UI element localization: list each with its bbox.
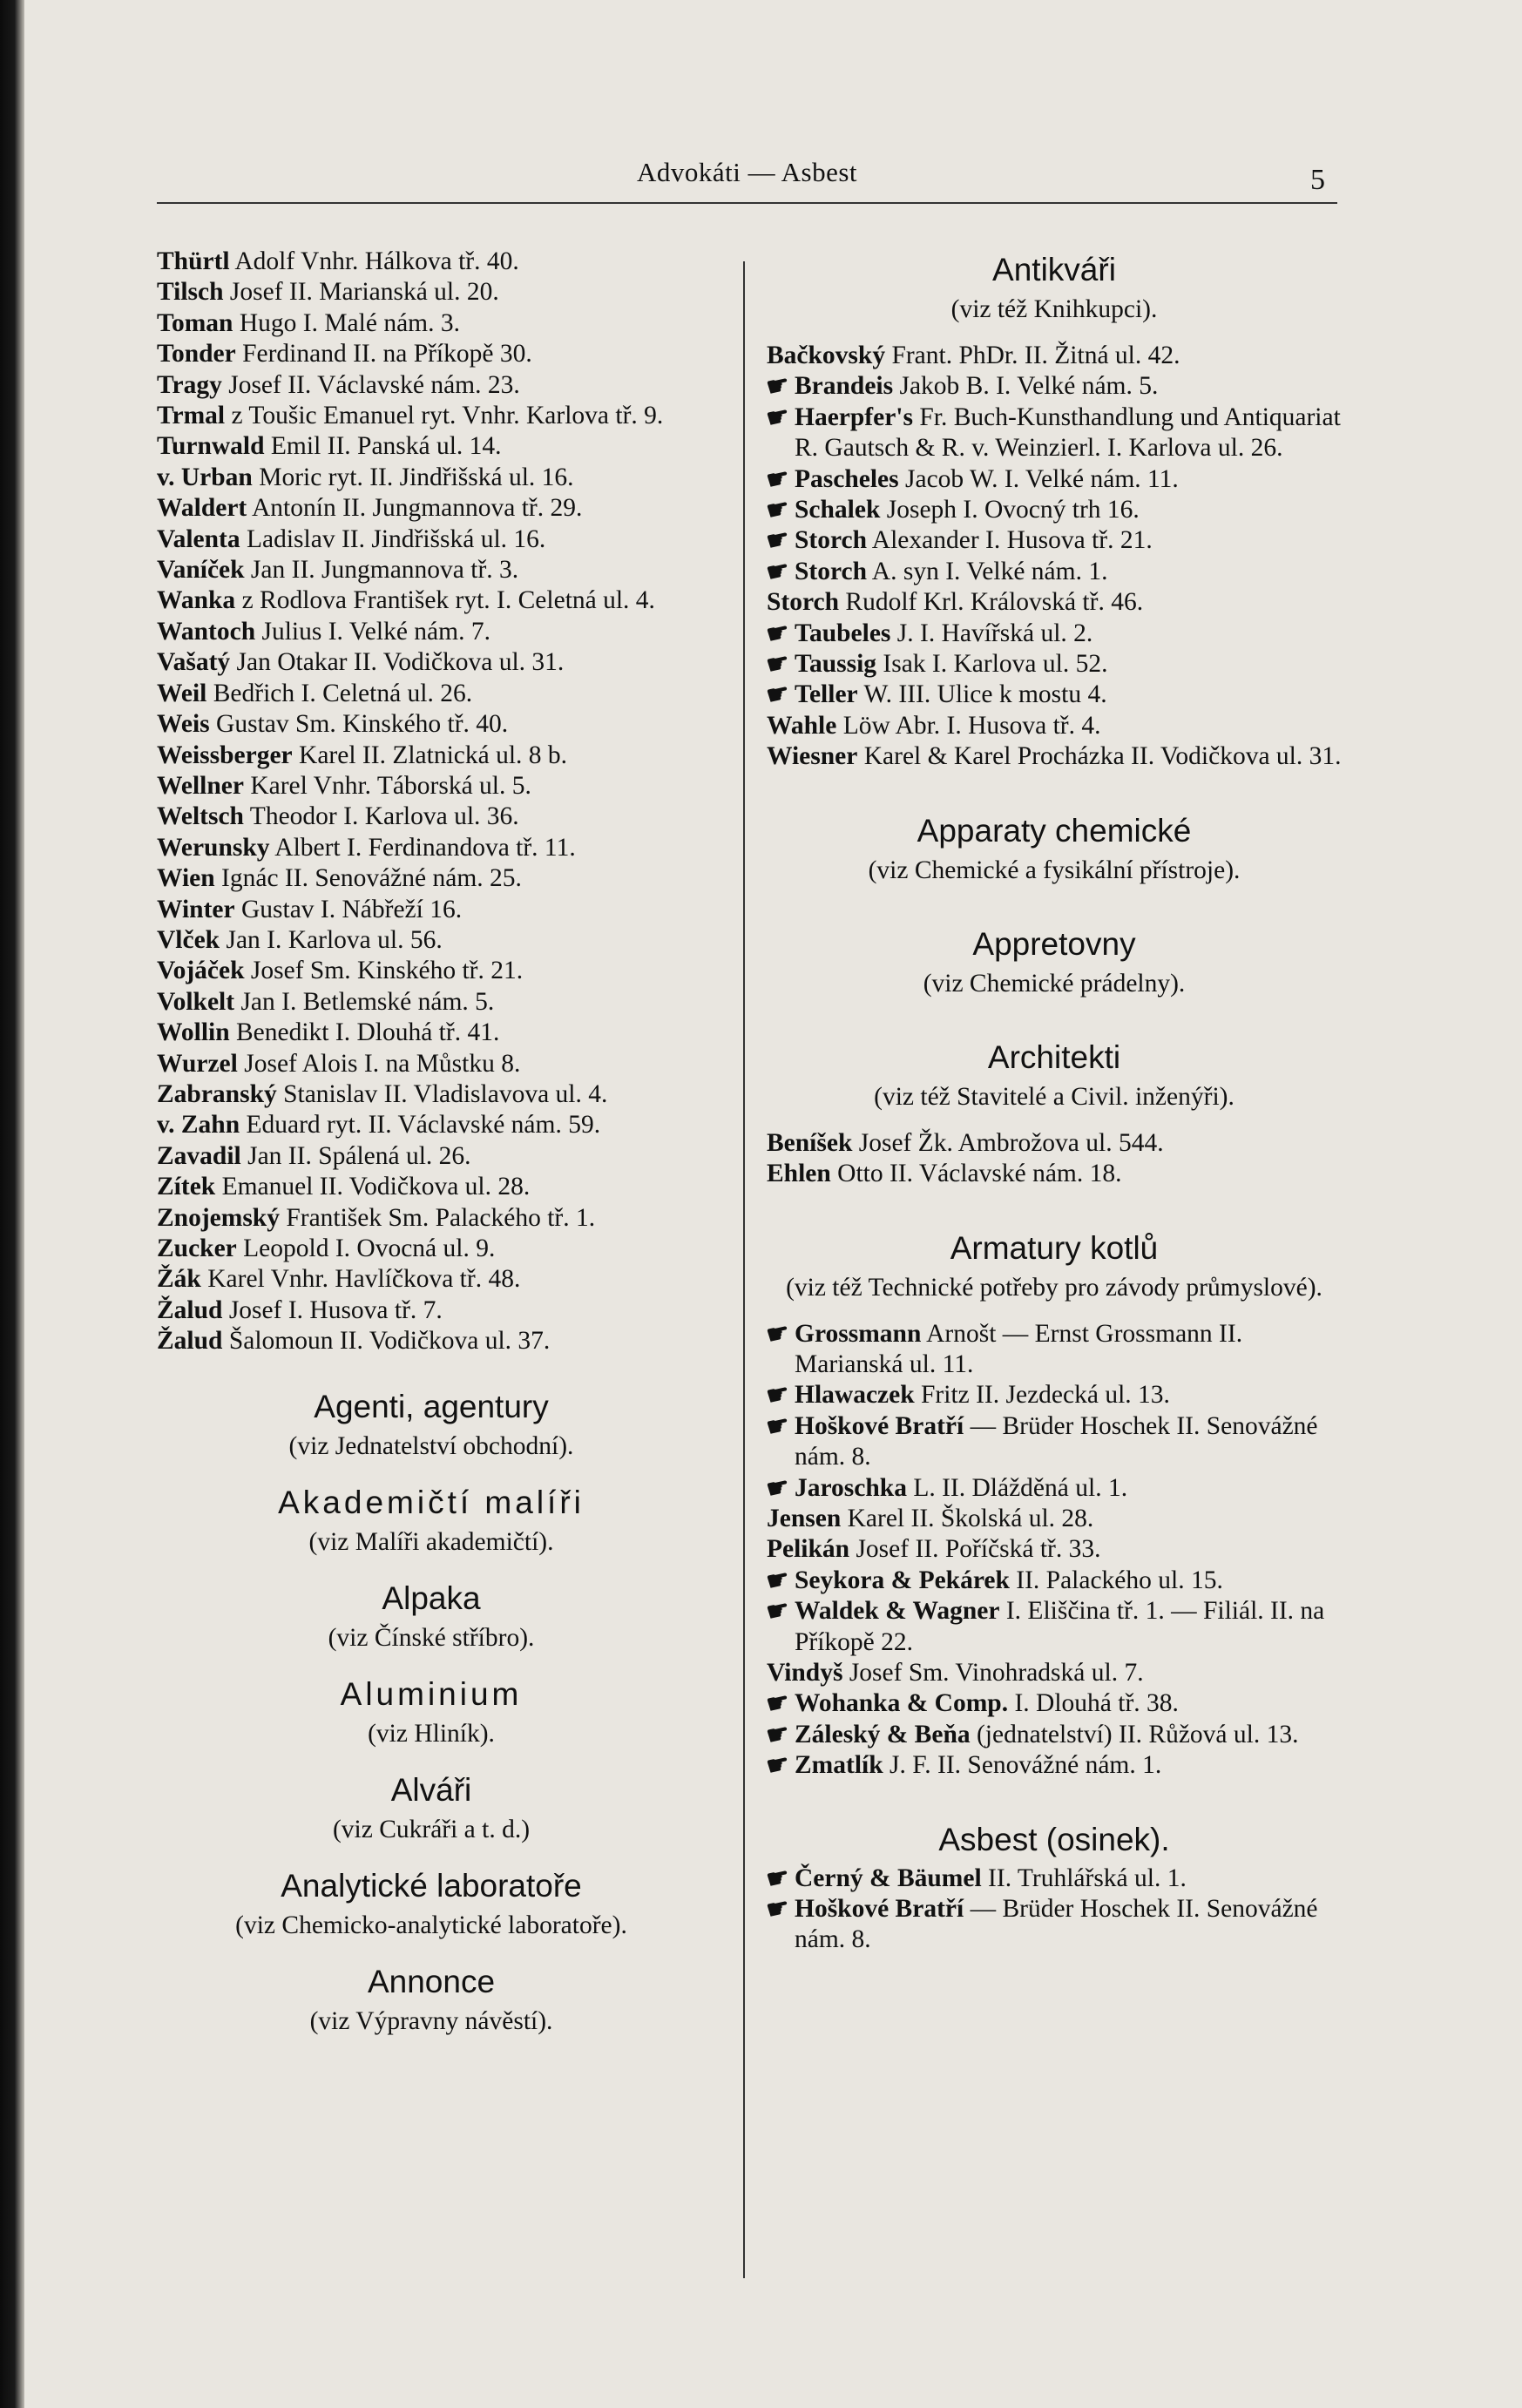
pointing-hand-icon: ☛ bbox=[763, 1688, 793, 1721]
entry-details: Jan II. Spálená ul. 26. bbox=[240, 1141, 471, 1170]
entry-name: Waldek & Wagner bbox=[795, 1597, 1000, 1626]
entry-name: Jaroschka bbox=[795, 1473, 907, 1502]
list-item bbox=[763, 679, 1342, 712]
entry-details: Eduard ryt. II. Václavské nám. 59. bbox=[240, 1111, 601, 1140]
list-item bbox=[767, 1504, 1342, 1534]
section-heading: Agenti, agentury bbox=[314, 1388, 549, 1424]
entry-name: Žalud bbox=[157, 1295, 223, 1324]
running-header: Advokáti — Asbest bbox=[636, 157, 858, 187]
list-item bbox=[763, 1862, 1342, 1895]
section-heading-architekti: Architekti bbox=[987, 1038, 1121, 1075]
entry-name: Thürtl bbox=[157, 247, 230, 275]
entry-details: Joseph I. Ovocný trh 16. bbox=[880, 496, 1140, 524]
entry-name: Storch bbox=[767, 588, 840, 617]
entry-details: Josef II. Marianská ul. 20. bbox=[223, 278, 499, 307]
list-item bbox=[763, 1564, 1342, 1597]
entry-details: Leopold I. Ovocná ul. 9. bbox=[236, 1234, 496, 1262]
armatury-list bbox=[763, 1317, 1342, 1782]
entry-name: Storch bbox=[795, 526, 868, 555]
entry-details: Emil II. Panská ul. 14. bbox=[264, 432, 502, 461]
see-also-note: (viz Čínské stříbro). bbox=[328, 1623, 535, 1652]
list-item bbox=[763, 1749, 1342, 1782]
entry-name: Vaníček bbox=[157, 556, 245, 585]
entry-details: Hugo I. Malé nám. 3. bbox=[233, 308, 460, 337]
list-item bbox=[157, 431, 706, 462]
entry-details: Gustav I. Nábřeží 16. bbox=[234, 895, 463, 923]
entry-details: Bedřich I. Celetná ul. 26. bbox=[206, 679, 473, 707]
entry-name: Weis bbox=[157, 710, 210, 739]
entry-details: II. Palackého ul. 15. bbox=[1009, 1566, 1223, 1594]
entry-details: Jan Otakar II. Vodičkova ul. 31. bbox=[230, 648, 565, 677]
entry-name: v. Urban bbox=[157, 463, 253, 491]
entry-details: A. syn I. Velké nám. 1. bbox=[867, 557, 1108, 585]
entry-details: František Sm. Palackého tř. 1. bbox=[279, 1203, 596, 1232]
list-item bbox=[157, 1234, 706, 1264]
list-item bbox=[157, 555, 706, 585]
entry-name: Zucker bbox=[157, 1234, 237, 1262]
entry-details: Ferdinand II. na Příkopě 30. bbox=[235, 340, 532, 369]
asbest-list bbox=[763, 1862, 1342, 1956]
section-heading-antikvari: Antikváři bbox=[992, 252, 1116, 287]
entry-details: J. F. II. Senovážné nám. 1. bbox=[883, 1751, 1162, 1780]
list-item bbox=[157, 401, 706, 431]
entry-name: Pelikán bbox=[767, 1535, 850, 1564]
entry-name: Wurzel bbox=[157, 1049, 238, 1078]
header-rule bbox=[157, 202, 1337, 204]
entry-details: Jan I. Betlemské nám. 5. bbox=[234, 987, 495, 1016]
entry-details: Karel Vnhr. Táborská ul. 5. bbox=[243, 771, 531, 800]
list-item bbox=[157, 1018, 706, 1048]
entry-details: Emanuel II. Vodičkova ul. 28. bbox=[215, 1173, 531, 1201]
entry-name: Žalud bbox=[157, 1327, 223, 1356]
entry-details: — Brüder Hoschek II. Senovážné nám. 8. bbox=[795, 1895, 1318, 1954]
entry-details: Jakob B. I. Velké nám. 5. bbox=[893, 372, 1159, 401]
entry-name: Wahle bbox=[767, 711, 837, 740]
entry-name: Waldert bbox=[157, 494, 247, 523]
section-heading: Aluminium bbox=[340, 1675, 523, 1712]
entry-details: J. I. Havířská ul. 2. bbox=[890, 619, 1093, 647]
pointing-hand-icon: ☛ bbox=[763, 1471, 793, 1505]
entry-details: Ignác II. Senovážné nám. 25. bbox=[214, 864, 522, 893]
list-item bbox=[767, 1658, 1342, 1688]
list-item bbox=[157, 833, 706, 863]
entry-name: Volkelt bbox=[157, 987, 235, 1016]
entry-details: Fritz II. Jezdecká ul. 13. bbox=[914, 1381, 1170, 1410]
list-item bbox=[157, 863, 706, 894]
pointing-hand-icon: ☛ bbox=[763, 494, 793, 527]
antikvari-list bbox=[763, 341, 1342, 773]
advokati-list bbox=[157, 247, 706, 1357]
entry-details: Josef I. Husova tř. 7. bbox=[222, 1295, 443, 1324]
list-item bbox=[157, 617, 706, 647]
entry-details: Theodor I. Karlova ul. 36. bbox=[243, 802, 519, 831]
entry-name: Wollin bbox=[157, 1018, 230, 1047]
entry-details: Julius I. Velké nám. 7. bbox=[255, 617, 490, 646]
entry-name: Zavadil bbox=[157, 1141, 241, 1170]
entry-details: Löw Abr. I. Husova tř. 4. bbox=[836, 711, 1101, 740]
list-item bbox=[157, 1264, 706, 1295]
pointing-hand-icon: ☛ bbox=[763, 556, 793, 588]
entry-name: v. Zahn bbox=[157, 1111, 240, 1140]
list-item bbox=[763, 1317, 1342, 1381]
list-item bbox=[157, 1295, 706, 1326]
list-item bbox=[157, 247, 706, 277]
entry-name: Pascheles bbox=[795, 464, 899, 493]
right-column bbox=[763, 247, 1342, 1956]
entry-name: Černý & Bäumel bbox=[795, 1863, 982, 1892]
pointing-hand-icon: ☛ bbox=[763, 617, 793, 650]
page-number: 5 bbox=[1310, 164, 1325, 196]
see-also-note: (viz Hliník). bbox=[368, 1719, 495, 1748]
entry-name: Tilsch bbox=[157, 278, 224, 307]
section-heading-asbest: Asbest (osinek). bbox=[938, 1821, 1170, 1857]
entry-name: Jensen bbox=[767, 1504, 842, 1532]
pointing-hand-icon: ☛ bbox=[763, 1749, 793, 1782]
section-heading-armatury: Armatury kotlů bbox=[950, 1229, 1159, 1266]
entry-details: Karel II. Školská ul. 28. bbox=[841, 1504, 1094, 1532]
list-item bbox=[767, 1159, 1342, 1189]
entry-name: Wiesner bbox=[767, 742, 858, 771]
entry-name: Vašatý bbox=[157, 648, 231, 677]
entry-details: Josef Alois I. na Můstku 8. bbox=[237, 1049, 521, 1078]
section-heading-apparaty: Apparaty chemické bbox=[917, 812, 1192, 849]
entry-details: — Brüder Hoschek II. Senovážné nám. 8. bbox=[795, 1411, 1318, 1471]
entry-name: Wien bbox=[157, 864, 215, 893]
list-item bbox=[157, 647, 706, 678]
see-also-appretovny: (viz Chemické prádelny). bbox=[923, 969, 1186, 998]
list-item bbox=[157, 956, 706, 986]
list-item bbox=[763, 1595, 1342, 1658]
entry-name: Záleský & Beňa bbox=[795, 1720, 971, 1749]
list-item bbox=[157, 493, 706, 524]
pointing-hand-icon: ☛ bbox=[763, 1317, 793, 1350]
section-heading: Analytické laboratoře bbox=[281, 1867, 582, 1904]
list-item bbox=[157, 802, 706, 832]
entry-name: Vindyš bbox=[767, 1658, 843, 1687]
entry-name: Tonder bbox=[157, 340, 236, 369]
list-item bbox=[157, 1172, 706, 1202]
entry-name: Znojemský bbox=[157, 1203, 280, 1232]
entry-name: Seykora & Pekárek bbox=[795, 1566, 1010, 1594]
entry-name: Trmal bbox=[157, 402, 226, 430]
list-item bbox=[157, 1110, 706, 1140]
entry-details: I. Dlouhá tř. 38. bbox=[1008, 1689, 1179, 1718]
section-heading: Akademičtí malíři bbox=[278, 1484, 585, 1520]
see-also-note: (viz Malíři akademičtí). bbox=[308, 1527, 554, 1556]
list-item bbox=[763, 1688, 1342, 1721]
see-also-apparaty: (viz Chemické a fysikální přístroje). bbox=[868, 856, 1241, 884]
entry-details: Jan II. Jungmannova tř. 3. bbox=[244, 556, 519, 585]
list-item bbox=[157, 771, 706, 802]
see-also-sections bbox=[157, 1383, 706, 2037]
list-item bbox=[767, 1128, 1342, 1159]
entry-name: Wantoch bbox=[157, 617, 256, 646]
entry-name: Valenta bbox=[157, 524, 240, 553]
list-item bbox=[763, 402, 1342, 464]
see-also-note: (viz Jednatelství obchodní). bbox=[288, 1431, 574, 1460]
entry-details: Karel II. Zlatnická ul. 8 b. bbox=[292, 741, 568, 769]
list-item bbox=[157, 524, 706, 555]
see-also-note: (viz Chemicko-analytické laboratoře). bbox=[235, 1911, 627, 1939]
entry-name: Zabranský bbox=[157, 1079, 277, 1108]
list-item bbox=[157, 585, 706, 616]
entry-name: Wellner bbox=[157, 771, 244, 800]
list-item bbox=[763, 494, 1342, 527]
list-item bbox=[767, 711, 1342, 741]
scan-edge bbox=[0, 0, 24, 2408]
entry-details: Isak I. Karlova ul. 52. bbox=[876, 650, 1108, 679]
list-item bbox=[157, 1203, 706, 1234]
list-item bbox=[763, 524, 1342, 558]
entry-details: Šalomoun II. Vodičkova ul. 37. bbox=[222, 1327, 551, 1356]
entry-name: Toman bbox=[157, 308, 233, 337]
list-item bbox=[157, 463, 706, 493]
entry-name: Vlček bbox=[157, 925, 220, 954]
list-item bbox=[157, 741, 706, 771]
entry-name: Hoškové Bratří bbox=[795, 1895, 964, 1923]
pointing-hand-icon: ☛ bbox=[763, 402, 793, 434]
see-also-note: (viz Cukráři a t. d.) bbox=[332, 1815, 531, 1843]
entry-details: Jan I. Karlova ul. 56. bbox=[220, 925, 443, 954]
entry-name: Werunsky bbox=[157, 833, 270, 862]
list-item bbox=[157, 987, 706, 1018]
entry-details: L. II. Dlážděná ul. 1. bbox=[906, 1473, 1128, 1502]
list-item bbox=[157, 1141, 706, 1172]
entry-details: II. Truhlářská ul. 1. bbox=[981, 1863, 1187, 1892]
list-item bbox=[157, 277, 706, 308]
list-item bbox=[763, 1718, 1342, 1751]
entry-name: Beníšek bbox=[767, 1128, 853, 1157]
entry-details: Alexander I. Husova tř. 21. bbox=[867, 526, 1153, 555]
entry-details: Stanislav II. Vladislavova ul. 4. bbox=[276, 1079, 608, 1108]
pointing-hand-icon: ☛ bbox=[763, 648, 793, 681]
entry-name: Tragy bbox=[157, 370, 222, 399]
entry-name: Brandeis bbox=[795, 372, 894, 401]
pointing-hand-icon: ☛ bbox=[763, 1564, 793, 1597]
list-item bbox=[763, 648, 1342, 681]
entry-details: Karel Vnhr. Havlíčkova tř. 48. bbox=[200, 1265, 521, 1294]
entry-details: Antonín II. Jungmannova tř. 29. bbox=[247, 494, 583, 523]
pointing-hand-icon: ☛ bbox=[763, 1379, 793, 1412]
list-item bbox=[157, 339, 706, 369]
entry-details: I. Eliščina tř. 1. — Filiál. II. na Příkopě 22. bbox=[795, 1597, 1325, 1656]
list-item bbox=[767, 741, 1342, 772]
entry-name: Zítek bbox=[157, 1173, 216, 1201]
list-item bbox=[767, 587, 1342, 618]
pointing-hand-icon: ☛ bbox=[763, 1595, 793, 1628]
entry-name: Wanka bbox=[157, 586, 236, 615]
pointing-hand-icon: ☛ bbox=[763, 463, 793, 496]
entry-name: Storch bbox=[795, 557, 868, 585]
entry-name: Weltsch bbox=[157, 802, 244, 831]
entry-name: Schalek bbox=[795, 496, 881, 524]
list-item bbox=[157, 1079, 706, 1110]
see-also-antikvari: (viz též Knihkupci). bbox=[950, 295, 1158, 323]
entry-name: Winter bbox=[157, 895, 235, 923]
entry-details: Jacob W. I. Velké nám. 11. bbox=[898, 464, 1179, 493]
list-item bbox=[157, 1326, 706, 1356]
list-item bbox=[763, 1471, 1342, 1505]
list-item bbox=[763, 617, 1342, 650]
pointing-hand-icon: ☛ bbox=[763, 1718, 793, 1751]
entry-name: Grossmann bbox=[795, 1319, 922, 1348]
entry-name: Taussig bbox=[795, 650, 877, 679]
entry-details: Josef Sm. Vinohradská ul. 7. bbox=[842, 1658, 1144, 1687]
entry-name: Teller bbox=[795, 680, 858, 709]
architekti-list bbox=[767, 1128, 1342, 1190]
entry-details: Fr. Buch-Kunsthandlung und Antiquariat R. Gautsch & R. v. Weinzierl. I. Karlova ul. 26. bbox=[795, 402, 1341, 463]
list-item bbox=[157, 370, 706, 401]
entry-details: Arnošt — Ernst Grossmann II. Marianská ul. 11. bbox=[795, 1319, 1243, 1378]
entry-name: Hoškové Bratří bbox=[795, 1411, 964, 1440]
pointing-hand-icon: ☛ bbox=[763, 524, 793, 558]
list-item bbox=[763, 1410, 1342, 1473]
list-item bbox=[157, 895, 706, 925]
entry-details: z Toušic Emanuel ryt. Vnhr. Karlova tř. 9. bbox=[225, 402, 664, 430]
list-item bbox=[767, 341, 1342, 371]
section-heading: Alváři bbox=[390, 1771, 472, 1808]
entry-details: Gustav Sm. Kinského tř. 40. bbox=[209, 710, 509, 739]
list-item bbox=[157, 679, 706, 709]
entry-name: Hlawaczek bbox=[795, 1381, 915, 1410]
list-item bbox=[763, 1893, 1342, 1956]
pointing-hand-icon: ☛ bbox=[763, 370, 793, 403]
pointing-hand-icon: ☛ bbox=[763, 679, 793, 712]
section-heading: Alpaka bbox=[382, 1579, 481, 1616]
list-item bbox=[763, 1379, 1342, 1412]
entry-name: Bačkovský bbox=[767, 342, 886, 369]
section-heading: Annonce bbox=[367, 1963, 496, 1999]
list-item bbox=[157, 1049, 706, 1079]
see-also-armatury: (viz též Technické potřeby pro závody průmyslové). bbox=[786, 1273, 1322, 1302]
entry-details: Adolf Vnhr. Hálkova tř. 40. bbox=[229, 247, 519, 275]
list-item bbox=[157, 925, 706, 956]
entry-details: Josef Žk. Ambrožova ul. 544. bbox=[852, 1128, 1164, 1157]
entry-name: Zmatlík bbox=[795, 1751, 883, 1780]
section-heading-appretovny: Appretovny bbox=[972, 925, 1136, 962]
see-also-note: (viz Výpravny návěstí). bbox=[309, 2006, 553, 2035]
entry-details: Albert I. Ferdinandova tř. 11. bbox=[269, 833, 576, 862]
see-also-architekti: (viz též Stavitelé a Civil. inženýři). bbox=[874, 1082, 1235, 1111]
list-item bbox=[767, 1534, 1342, 1565]
list-item bbox=[157, 308, 706, 339]
entry-details: Josef II. Poříčská tř. 33. bbox=[849, 1535, 1101, 1564]
entry-name: Žák bbox=[157, 1265, 201, 1294]
list-item bbox=[763, 556, 1342, 588]
entry-details: Moric ryt. II. Jindřišská ul. 16. bbox=[252, 463, 574, 491]
entry-name: Weil bbox=[157, 679, 207, 707]
entry-details: (jednatelství) II. Růžová ul. 13. bbox=[970, 1720, 1299, 1749]
entry-details: Karel & Karel Procházka II. Vodičkova ul. 31. bbox=[857, 742, 1342, 771]
entry-details: Otto II. Václavské nám. 18. bbox=[830, 1160, 1122, 1188]
entry-details: Benedikt I. Dlouhá tř. 41. bbox=[229, 1018, 500, 1047]
pointing-hand-icon: ☛ bbox=[763, 1893, 793, 1925]
entry-name: Taubeles bbox=[795, 619, 891, 647]
pointing-hand-icon: ☛ bbox=[763, 1862, 793, 1895]
entry-details: Josef Sm. Kinského tř. 21. bbox=[244, 957, 524, 985]
entry-name: Vojáček bbox=[157, 957, 245, 985]
list-item bbox=[157, 709, 706, 740]
entry-name: Wohanka & Comp. bbox=[795, 1689, 1009, 1718]
list-item bbox=[763, 370, 1342, 403]
entry-details: W. III. Ulice k mostu 4. bbox=[857, 680, 1107, 709]
entry-name: Ehlen bbox=[767, 1160, 831, 1188]
entry-name: Haerpfer's bbox=[795, 402, 913, 431]
pointing-hand-icon: ☛ bbox=[763, 1410, 793, 1443]
entry-details: Rudolf Krl. Královská tř. 46. bbox=[839, 588, 1144, 617]
entry-name: Turnwald bbox=[157, 432, 265, 461]
entry-details: z Rodlova František ryt. I. Celetná ul. 4. bbox=[235, 586, 655, 615]
list-item bbox=[763, 463, 1342, 496]
column-divider bbox=[743, 261, 745, 2278]
left-column bbox=[157, 247, 706, 2053]
entry-details: Ladislav II. Jindřišská ul. 16. bbox=[240, 524, 546, 553]
entry-details: Frant. PhDr. II. Žitná ul. 42. bbox=[885, 342, 1180, 369]
entry-name: Weissberger bbox=[157, 741, 293, 769]
entry-details: Josef II. Václavské nám. 23. bbox=[221, 370, 520, 399]
